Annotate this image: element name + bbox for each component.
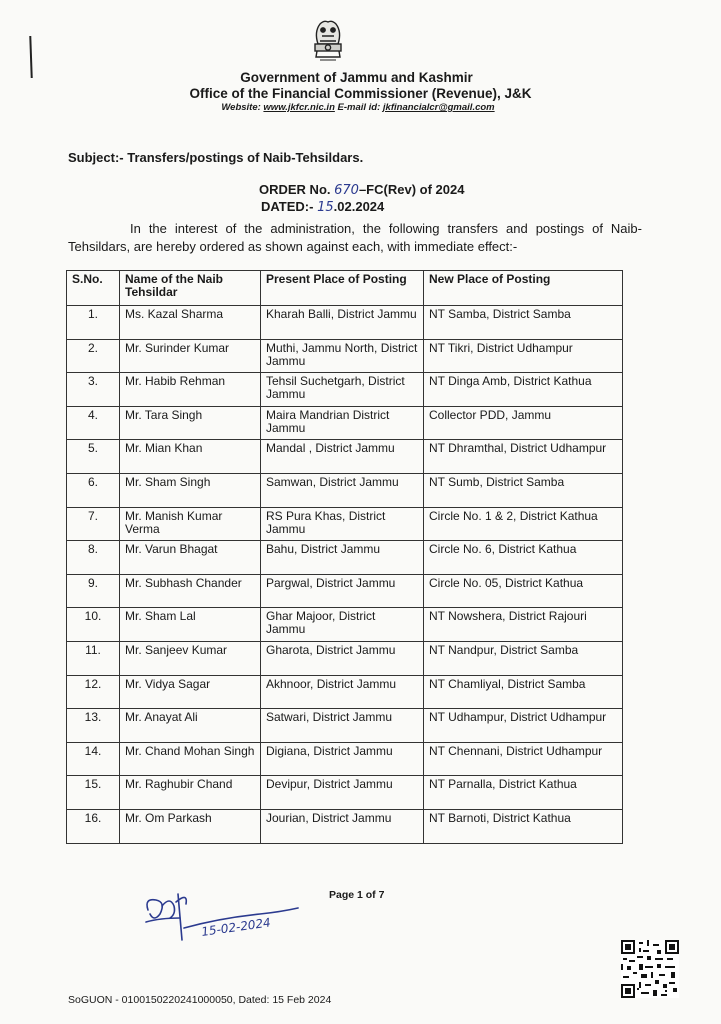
cell-new: NT Dhramthal, District Udhampur (424, 440, 623, 474)
cell-sno: 16. (67, 809, 120, 843)
cell-new: NT Nowshera, District Rajouri (424, 608, 623, 642)
column-header-sno: S.No. (67, 271, 120, 306)
dated-rest: .02.2024 (333, 199, 385, 214)
cell-sno: 9. (67, 574, 120, 608)
cell-present: Digiana, District Jammu (261, 742, 424, 776)
cell-new: NT Tikri, District Udhampur (424, 339, 623, 373)
dated-day-handwritten: 15 (317, 200, 334, 215)
footer-reference: SoGUON - 0100150220241000050, Dated: 15 Feb 2024 (68, 994, 332, 1006)
column-header-new: New Place of Posting (424, 271, 623, 306)
cell-sno: 13. (67, 709, 120, 743)
cell-name: Mr. Anayat Ali (120, 709, 261, 743)
cell-new: NT Chennani, District Udhampur (424, 742, 623, 776)
transfers-table (66, 270, 623, 844)
cell-sno: 2. (67, 339, 120, 373)
cell-name: Mr. Habib Rehman (120, 373, 261, 407)
email-link[interactable]: jkfinancialcr@gmail.com (382, 102, 495, 113)
cell-new: NT Nandpur, District Samba (424, 641, 623, 675)
cell-name: Mr. Sanjeev Kumar (120, 641, 261, 675)
website-label: Website: (221, 102, 261, 113)
cell-name: Mr. Vidya Sagar (120, 675, 261, 709)
table-row (67, 507, 623, 541)
order-block (259, 182, 464, 216)
cell-present: Maira Mandrian District Jammu (261, 406, 424, 440)
table-row (67, 339, 623, 373)
table-row (67, 709, 623, 743)
cell-sno: 6. (67, 473, 120, 507)
cell-new: NT Sumb, District Samba (424, 473, 623, 507)
handwritten-signature (140, 884, 320, 954)
cell-sno: 14. (67, 742, 120, 776)
page-number: Page 1 of 7 (329, 889, 385, 901)
cell-new: NT Parnalla, District Kathua (424, 776, 623, 810)
cell-present: Satwari, District Jammu (261, 709, 424, 743)
cell-name: Mr. Tara Singh (120, 406, 261, 440)
table-body (67, 306, 623, 844)
cell-name: Mr. Surinder Kumar (120, 339, 261, 373)
cell-sno: 10. (67, 608, 120, 642)
cell-name: Mr. Chand Mohan Singh (120, 742, 261, 776)
table-row (67, 440, 623, 474)
cell-name: Mr. Subhash Chander (120, 574, 261, 608)
table-row (67, 306, 623, 340)
column-header-name: Name of the Naib Tehsildar (120, 271, 261, 306)
order-prefix: ORDER No. (259, 182, 331, 197)
cell-new: Collector PDD, Jammu (424, 406, 623, 440)
table-row (67, 406, 623, 440)
cell-name: Ms. Kazal Sharma (120, 306, 261, 340)
intro-text: In the interest of the administration, the following transfers and postings of Naib-Tehsildars, are hereby ordered as shown against each, with immediate effect:- (68, 221, 642, 254)
cell-sno: 12. (67, 675, 120, 709)
table-row (67, 373, 623, 407)
order-suffix: –FC(Rev) of 2024 (358, 182, 465, 197)
signature-date: 15-02-2024 (200, 915, 272, 939)
table-row (67, 776, 623, 810)
table-row (67, 809, 623, 843)
table-row (67, 574, 623, 608)
order-number-line (259, 182, 464, 199)
cell-present: Gharota, District Jammu (261, 641, 424, 675)
cell-present: Kharah Balli, District Jammu (261, 306, 424, 340)
cell-sno: 4. (67, 406, 120, 440)
website-link[interactable]: www.jkfcr.nic.in (263, 102, 335, 113)
cell-name: Mr. Sham Lal (120, 608, 261, 642)
column-header-present: Present Place of Posting (261, 271, 424, 306)
cell-new: NT Chamliyal, District Samba (424, 675, 623, 709)
cell-present: RS Pura Khas, District Jammu (261, 507, 424, 541)
cell-present: Bahu, District Jammu (261, 541, 424, 575)
cell-new: NT Barnoti, District Kathua (424, 809, 623, 843)
table-row (67, 641, 623, 675)
cell-name: Mr. Om Parkash (120, 809, 261, 843)
cell-sno: 5. (67, 440, 120, 474)
cell-present: Muthi, Jammu North, District Jammu (261, 339, 424, 373)
cell-present: Tehsil Suchetgarh, District Jammu (261, 373, 424, 407)
table-row (67, 742, 623, 776)
dated-label: DATED:- (261, 199, 314, 214)
cell-new: NT Dinga Amb, District Kathua (424, 373, 623, 407)
cell-sno: 7. (67, 507, 120, 541)
table-row (67, 608, 623, 642)
subject-line: Subject:- Transfers/postings of Naib-Tehsildars. (68, 150, 364, 165)
order-number-handwritten: 670 (334, 183, 359, 198)
contact-line (0, 102, 721, 114)
cell-present: Pargwal, District Jammu (261, 574, 424, 608)
national-emblem-icon (304, 14, 352, 70)
cell-present: Ghar Majoor, District Jammu (261, 608, 424, 642)
cell-sno: 11. (67, 641, 120, 675)
cell-name: Mr. Manish Kumar Verma (120, 507, 261, 541)
table-row (67, 541, 623, 575)
qr-code-icon (621, 940, 679, 998)
cell-present: Akhnoor, District Jammu (261, 675, 424, 709)
office-title: Office of the Financial Commissioner (Revenue), J&K (189, 86, 532, 101)
order-date-line (259, 199, 464, 216)
cell-sno: 3. (67, 373, 120, 407)
cell-new: NT Udhampur, District Udhampur (424, 709, 623, 743)
cell-present: Mandal , District Jammu (261, 440, 424, 474)
cell-name: Mr. Mian Khan (120, 440, 261, 474)
cell-name: Mr. Varun Bhagat (120, 541, 261, 575)
table-row (67, 675, 623, 709)
cell-new: Circle No. 05, District Kathua (424, 574, 623, 608)
cell-new: NT Samba, District Samba (424, 306, 623, 340)
cell-name: Mr. Sham Singh (120, 473, 261, 507)
cell-present: Jourian, District Jammu (261, 809, 424, 843)
table-header-row (67, 271, 623, 306)
intro-paragraph (68, 220, 642, 256)
email-label: E-mail id: (337, 102, 381, 113)
cell-new: Circle No. 1 & 2, District Kathua (424, 507, 623, 541)
cell-sno: 8. (67, 541, 120, 575)
cell-present: Devipur, District Jammu (261, 776, 424, 810)
cell-sno: 1. (67, 306, 120, 340)
cell-sno: 15. (67, 776, 120, 810)
government-title: Government of Jammu and Kashmir (240, 70, 473, 85)
table-row (67, 473, 623, 507)
cell-name: Mr. Raghubir Chand (120, 776, 261, 810)
letterhead (0, 70, 721, 114)
cell-new: Circle No. 6, District Kathua (424, 541, 623, 575)
cell-present: Samwan, District Jammu (261, 473, 424, 507)
